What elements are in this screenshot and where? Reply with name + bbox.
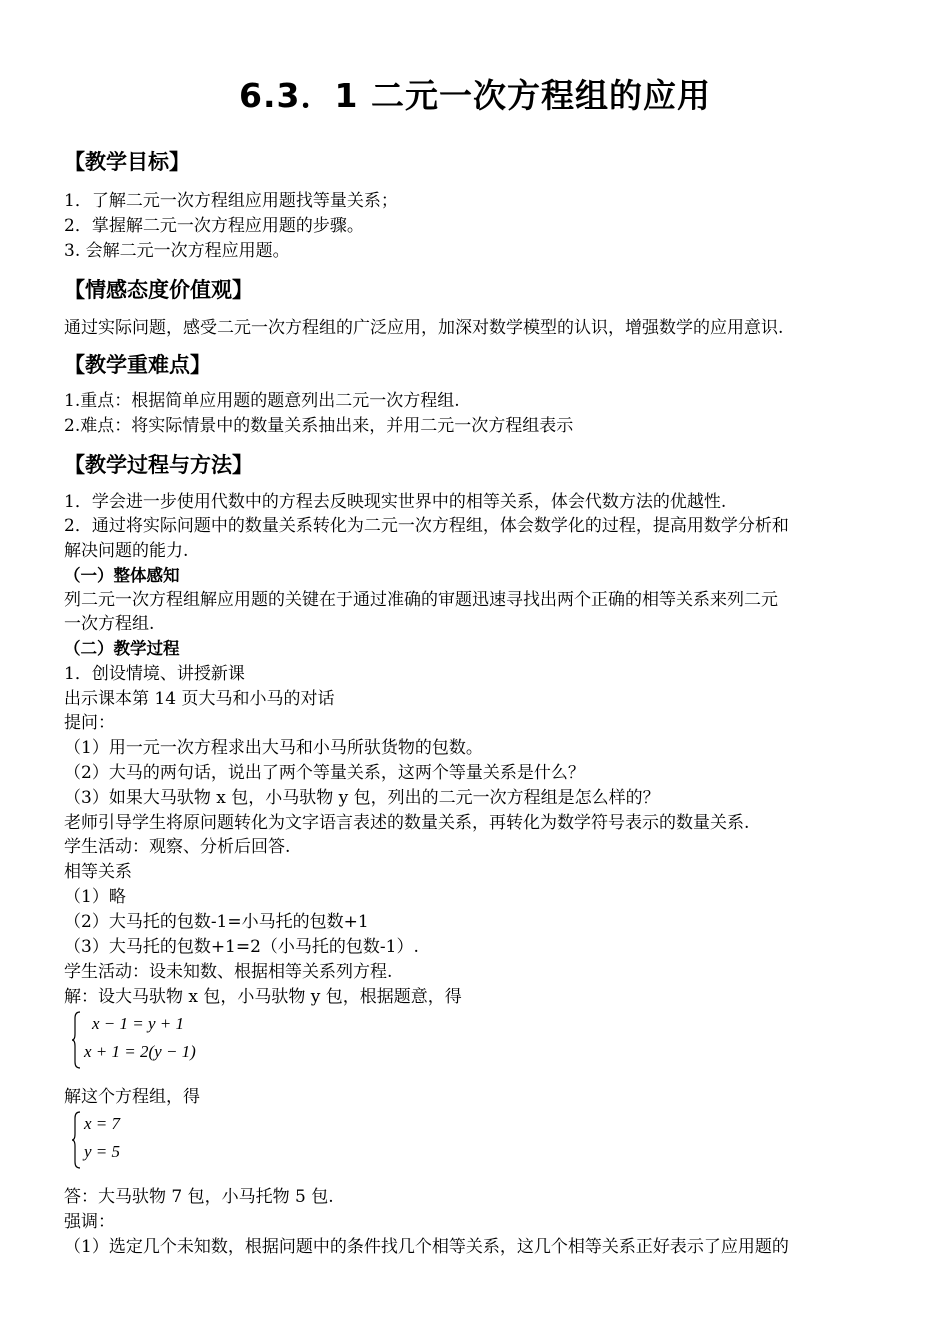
process-line: 2．通过将实际问题中的数量关系转化为二元一次方程组，体会数学化的过程，提高用数学分析和 (64, 516, 789, 536)
heading-values: 【情感态度价值观】 (64, 278, 253, 302)
page-title: 6.3．1 二元一次方程组的应用 (239, 76, 711, 115)
heading-objectives: 【教学目标】 (64, 150, 190, 174)
objective-item: 1．了解二元一次方程组应用题找等量关系； (64, 191, 398, 211)
overview-line: 一次方程组. (64, 614, 155, 634)
teaching-line: 相等关系 (64, 862, 132, 882)
process-line: 解决问题的能力. (64, 541, 189, 561)
objective-item: 2．掌握解二元一次方程应用题的步骤。 (64, 216, 364, 236)
answer-line: 答：大马驮物 7 包，小马托物 5 包. (64, 1187, 334, 1207)
equation-row: x = 7 (84, 1114, 121, 1133)
emphasis-label: 强调： (64, 1212, 115, 1232)
equation-system-2 (72, 1110, 272, 1170)
brace-icon (72, 1010, 82, 1070)
equation-row: y = 5 (84, 1142, 121, 1161)
equation-row: x + 1 = 2(y − 1) (84, 1042, 196, 1061)
teaching-line: （2）大马的两句话，说出了两个等量关系，这两个等量关系是什么？ (64, 763, 585, 783)
teaching-line: 解：设大马驮物 x 包，小马驮物 y 包，根据题意，得 (64, 987, 462, 1007)
teaching-line: （1）用一元一次方程求出大马和小马所驮货物的包数。 (64, 738, 483, 758)
teaching-line: 提问： (64, 713, 115, 733)
teaching-line: （3）大马托的包数+1=2（小马托的包数-1）. (64, 937, 419, 957)
heading-keypoints: 【教学重难点】 (64, 353, 211, 377)
brace-icon (72, 1110, 82, 1170)
subheading-overview: （一）整体感知 (64, 566, 180, 585)
emphasis-line: （1）选定几个未知数，根据问题中的条件找几个相等关系，这几个相等关系正好表示了应用题的 (64, 1237, 789, 1257)
teaching-line: （2）大马托的包数-1=小马托的包数+1 (64, 912, 369, 932)
heading-process: 【教学过程与方法】 (64, 453, 253, 477)
overview-line: 列二元一次方程组解应用题的关键在于通过准确的审题迅速寻找出两个正确的相等关系来列二元 (64, 590, 778, 610)
values-text: 通过实际问题，感受二元一次方程组的广泛应用，加深对数学模型的认识，增强数学的应用意识. (64, 318, 784, 338)
solve-line: 解这个方程组，得 (64, 1087, 200, 1107)
teaching-line: （1）略 (64, 887, 126, 907)
teaching-line: 学生活动：设未知数、根据相等关系列方程. (64, 962, 393, 982)
teaching-line: 1．创设情境、讲授新课 (64, 664, 245, 684)
teaching-line: 学生活动：观察、分析后回答. (64, 837, 291, 857)
teaching-line: （3）如果大马驮物 x 包，小马驮物 y 包，列出的二元一次方程组是怎么样的？ (64, 788, 660, 808)
process-line: 1．学会进一步使用代数中的方程去反映现实世界中的相等关系，体会代数方法的优越性. (64, 492, 727, 512)
subheading-teaching-process: （二）教学过程 (64, 639, 180, 658)
keypoint-item: 2.难点：将实际情景中的数量关系抽出来，并用二元一次方程组表示 (64, 416, 574, 436)
teaching-line: 出示课本第 14 页大马和小马的对话 (64, 689, 335, 709)
keypoint-item: 1.重点：根据简单应用题的题意列出二元一次方程组. (64, 391, 460, 411)
equation-system-1 (72, 1010, 272, 1070)
teaching-line: 老师引导学生将原问题转化为文字语言表述的数量关系，再转化为数学符号表示的数量关系. (64, 813, 750, 833)
objective-item: 3. 会解二元一次方程应用题。 (64, 241, 290, 261)
equation-row: x − 1 = y + 1 (92, 1014, 185, 1033)
